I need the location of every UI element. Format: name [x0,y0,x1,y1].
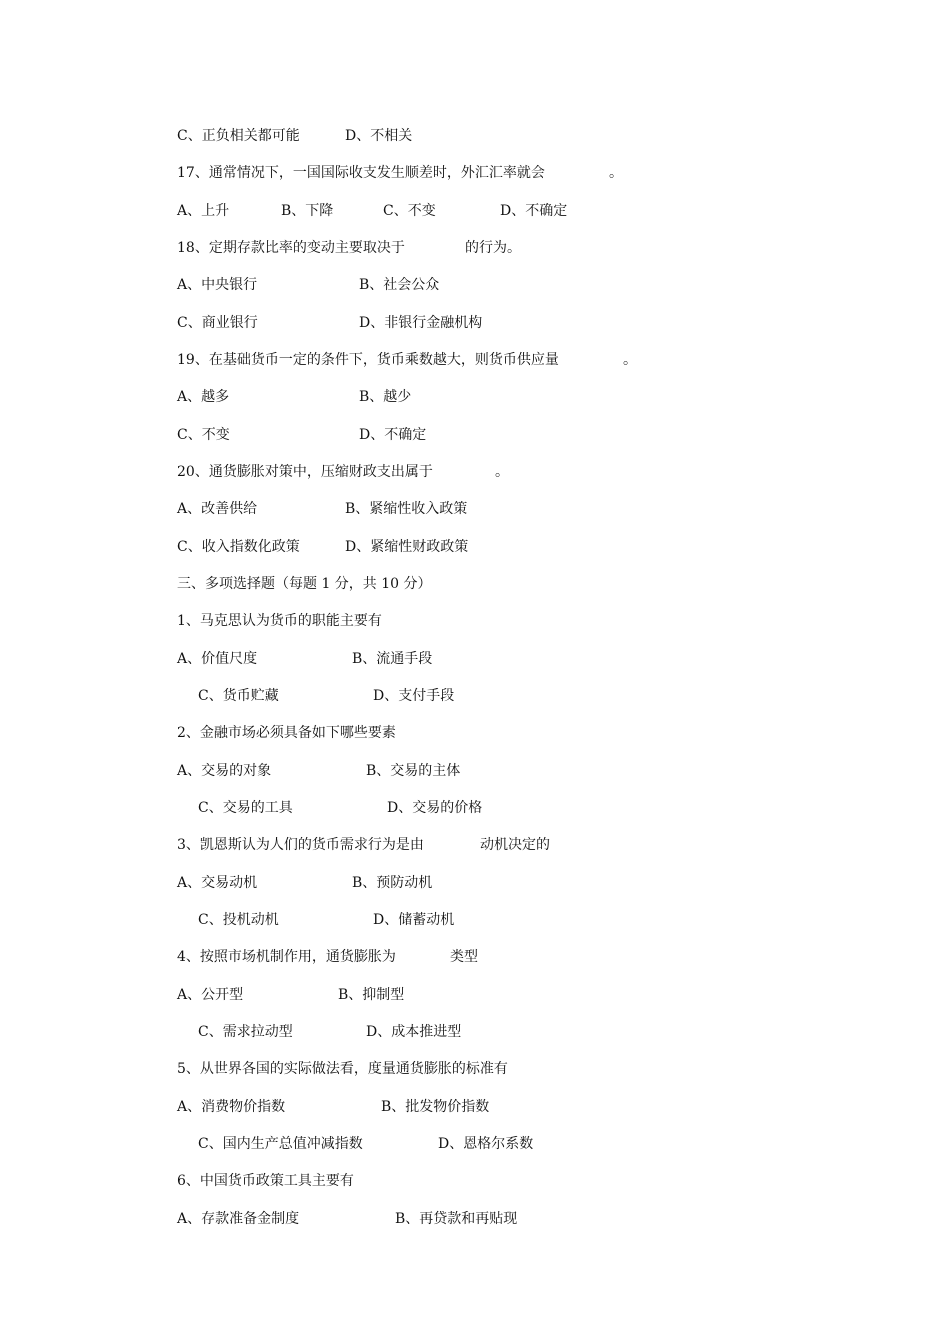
option-c: C、货币贮藏 [198,688,279,704]
option-d: D、不相关 [345,128,413,144]
option-row [177,1209,518,1289]
option-c: C、不变 [177,427,230,443]
question-stem: 19、在基础货币一定的条件下，货币乘数越大，则货币供应量 [177,352,559,368]
option-d: D、成本推进型 [366,1024,462,1040]
option-c: C、国内生产总值冲减指数 [198,1136,363,1152]
option-d: D、支付手段 [373,688,455,704]
blank-end: 。 [623,352,637,368]
option-b: B、再贷款和再贴现 [395,1211,518,1227]
question-stem: 5、从世界各国的实际做法看，度量通货膨胀的标准有 [177,1061,508,1077]
option-a: A、价值尺度 [177,651,258,667]
option-b: B、抑制型 [338,987,405,1003]
option-c: C、商业银行 [177,315,258,331]
option-c: C、收入指数化政策 [177,539,300,555]
question-stem: 2、金融市场必须具备如下哪些要素 [177,725,396,741]
section-title: 三、多项选择题（每题 1 分，共 10 分） [177,576,432,592]
question-stem: 18、定期存款比率的变动主要取决于 [177,240,405,256]
option-c: C、交易的工具 [198,800,293,816]
question-stem: 17、通常情况下，一国国际收支发生顺差时，外汇汇率就会 [177,165,545,181]
option-b: B、流通手段 [352,651,433,667]
option-d: D、紧缩性财政政策 [345,539,469,555]
option-c: C、正负相关都可能 [177,128,300,144]
option-d: D、储蓄动机 [373,912,455,928]
option-b: B、社会公众 [359,277,440,293]
option-a: A、中央银行 [177,277,258,293]
option-c: C、不变 [383,203,436,219]
question-stem: 6、中国货币政策工具主要有 [177,1173,354,1189]
option-a: A、交易动机 [177,875,258,891]
option-d: D、不确定 [359,427,427,443]
option-d: D、不确定 [500,203,568,219]
option-a: A、交易的对象 [177,763,272,779]
option-b: B、批发物价指数 [381,1099,490,1115]
question-stem: 3、凯恩斯认为人们的货币需求行为是由 [177,837,424,853]
option-a: A、消费物价指数 [177,1099,286,1115]
option-a: A、上升 [177,203,230,219]
after-blank: 的行为。 [465,240,521,256]
option-a: A、改善供给 [177,501,258,517]
after-blank: 动机决定的 [480,837,550,853]
option-d: D、恩格尔系数 [438,1136,534,1152]
option-b: B、下降 [281,203,334,219]
question-stem: 20、通货膨胀对策中，压缩财政支出属于 [177,464,433,480]
question-stem: 1、马克思认为货币的职能主要有 [177,613,382,629]
option-d: D、非银行金融机构 [359,315,483,331]
option-a: A、存款准备金制度 [177,1211,300,1227]
question-stem: 4、按照市场机制作用，通货膨胀为 [177,949,396,965]
option-c: C、投机动机 [198,912,279,928]
option-b: B、越少 [359,389,412,405]
blank-end: 。 [495,464,509,480]
blank-end: 。 [609,165,623,181]
option-d: D、交易的价格 [387,800,483,816]
option-a: A、越多 [177,389,230,405]
option-b: B、预防动机 [352,875,433,891]
option-b: B、交易的主体 [366,763,461,779]
option-c: C、需求拉动型 [198,1024,293,1040]
option-b: B、紧缩性收入政策 [345,501,468,517]
option-a: A、公开型 [177,987,244,1003]
after-blank: 类型 [450,949,478,965]
